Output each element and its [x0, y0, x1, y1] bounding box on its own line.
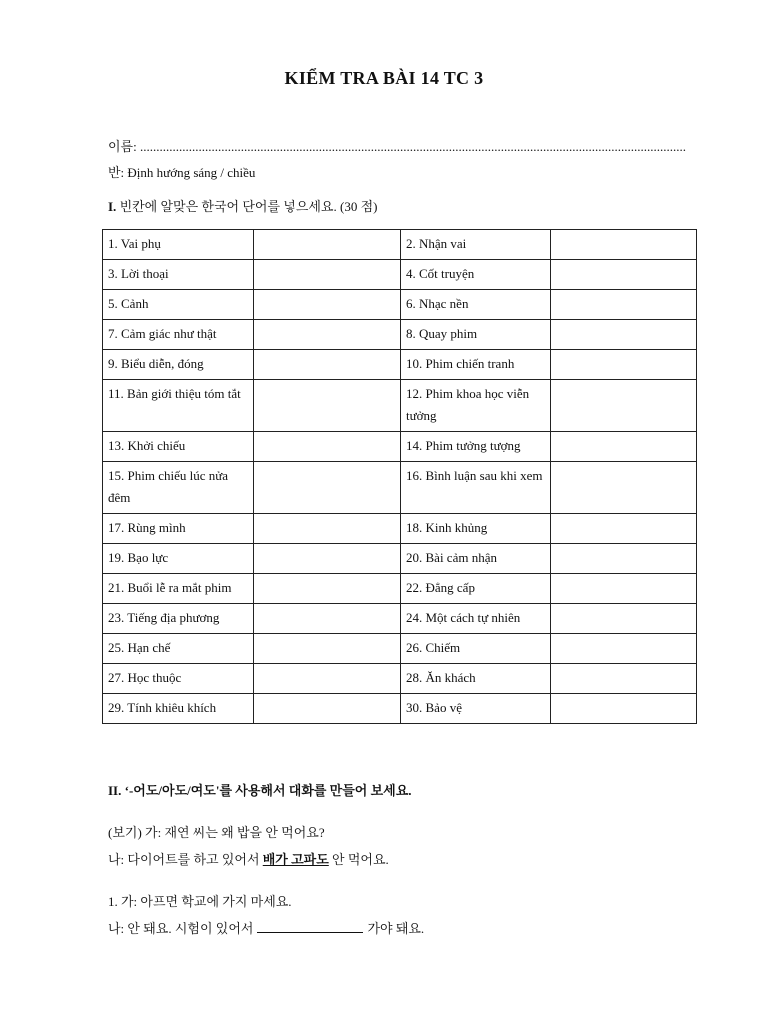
- table-row: [103, 462, 697, 514]
- answer-blank[interactable]: [257, 921, 363, 933]
- question1-suffix: 가야 돼요.: [367, 921, 425, 936]
- section2-instruction: ‘-어도/아도/여도'를 사용해서 대화를 만들어 보세요.: [124, 783, 412, 798]
- vocab-term: 23. Tiếng địa phương: [103, 604, 254, 634]
- table-row: [103, 230, 697, 260]
- answer-cell[interactable]: [254, 320, 401, 350]
- answer-cell[interactable]: [254, 514, 401, 544]
- table-row: [103, 514, 697, 544]
- vocab-table: [102, 229, 697, 724]
- name-dotted-line: ........................................................................................................................................................................: [139, 139, 686, 154]
- table-row: [103, 574, 697, 604]
- answer-cell[interactable]: [551, 604, 697, 634]
- vocab-term: 28. Ăn khách: [401, 664, 551, 694]
- answer-cell[interactable]: [551, 350, 697, 380]
- vocab-term: 19. Bạo lực: [103, 544, 254, 574]
- vocab-term: 21. Buổi lễ ra mắt phim: [103, 574, 254, 604]
- table-row: [103, 544, 697, 574]
- answer-cell[interactable]: [254, 694, 401, 724]
- vocab-term: 1. Vai phụ: [103, 230, 254, 260]
- question1-line-2: [108, 918, 424, 937]
- example-suffix: 안 먹어요.: [332, 852, 389, 867]
- answer-cell[interactable]: [254, 260, 401, 290]
- vocab-term: 7. Cảm giác như thật: [103, 320, 254, 350]
- question1-prefix: 나: 안 돼요. 시험이 있어서: [108, 921, 254, 936]
- answer-cell[interactable]: [551, 290, 697, 320]
- answer-cell[interactable]: [254, 380, 401, 432]
- answer-cell[interactable]: [254, 544, 401, 574]
- vocab-term: 3. Lời thoại: [103, 260, 254, 290]
- answer-cell[interactable]: [551, 462, 697, 514]
- page-title: KIỂM TRA BÀI 14 TC 3: [284, 68, 484, 88]
- vocab-term: 6. Nhạc nền: [401, 290, 551, 320]
- answer-cell[interactable]: [551, 574, 697, 604]
- answer-cell[interactable]: [551, 544, 697, 574]
- answer-cell[interactable]: [254, 462, 401, 514]
- table-row: [103, 432, 697, 462]
- class-label: 반:: [108, 165, 125, 180]
- table-row: [103, 320, 697, 350]
- answer-cell[interactable]: [551, 260, 697, 290]
- table-row: [103, 604, 697, 634]
- answer-cell[interactable]: [551, 514, 697, 544]
- example-answer: 배가 고파도: [262, 852, 329, 867]
- vocab-term: 18. Kinh khủng: [401, 514, 551, 544]
- vocab-term: 9. Biểu diễn, đóng: [103, 350, 254, 380]
- table-row: [103, 290, 697, 320]
- vocab-term: 12. Phim khoa học viễn tưởng: [401, 380, 551, 432]
- vocab-term: 2. Nhận vai: [401, 230, 551, 260]
- answer-cell[interactable]: [551, 320, 697, 350]
- vocab-term: 8. Quay phim: [401, 320, 551, 350]
- table-row: [103, 634, 697, 664]
- vocab-term: 26. Chiếm: [401, 634, 551, 664]
- example-prefix: 나: 다이어트를 하고 있어서: [108, 852, 260, 867]
- vocab-term: 14. Phim tưởng tượng: [401, 432, 551, 462]
- answer-cell[interactable]: [254, 664, 401, 694]
- table-row: [103, 260, 697, 290]
- vocab-term: 17. Rùng mình: [103, 514, 254, 544]
- vocab-term: 30. Bảo vệ: [401, 694, 551, 724]
- vocab-term: 11. Bản giới thiệu tóm tắt: [103, 380, 254, 432]
- vocab-term: 27. Học thuộc: [103, 664, 254, 694]
- vocab-term: 13. Khởi chiếu: [103, 432, 254, 462]
- vocab-term: 4. Cốt truyện: [401, 260, 551, 290]
- answer-cell[interactable]: [254, 574, 401, 604]
- answer-cell[interactable]: [254, 634, 401, 664]
- table-row: [103, 380, 697, 432]
- vocab-term: 29. Tính khiêu khích: [103, 694, 254, 724]
- table-row: [103, 664, 697, 694]
- answer-cell[interactable]: [551, 694, 697, 724]
- example-line-1: (보기) 가: 재연 씨는 왜 밥을 안 먹어요?: [108, 825, 325, 840]
- vocab-term: 24. Một cách tự nhiên: [401, 604, 551, 634]
- name-field: [108, 136, 720, 155]
- vocab-term: 5. Cảnh: [103, 290, 254, 320]
- section1-heading: [108, 196, 377, 215]
- table-row: [103, 694, 697, 724]
- answer-cell[interactable]: [254, 290, 401, 320]
- class-value: Định hướng sáng / chiều: [127, 165, 256, 180]
- answer-cell[interactable]: [254, 230, 401, 260]
- section2-heading: [108, 780, 412, 799]
- class-field: [108, 162, 255, 181]
- answer-cell[interactable]: [551, 432, 697, 462]
- answer-cell[interactable]: [551, 634, 697, 664]
- answer-cell[interactable]: [254, 432, 401, 462]
- answer-cell[interactable]: [551, 380, 697, 432]
- vocab-term: 22. Đẳng cấp: [401, 574, 551, 604]
- answer-cell[interactable]: [254, 350, 401, 380]
- answer-cell[interactable]: [551, 664, 697, 694]
- table-row: [103, 350, 697, 380]
- vocab-term: 25. Hạn chế: [103, 634, 254, 664]
- vocab-term: 20. Bài cảm nhận: [401, 544, 551, 574]
- vocab-term: 15. Phim chiếu lúc nửa đêm: [103, 462, 254, 514]
- vocab-term: 16. Bình luận sau khi xem: [401, 462, 551, 514]
- answer-cell[interactable]: [254, 604, 401, 634]
- section1-instruction: 빈칸에 알맞은 한국어 단어를 넣으세요. (30 점): [119, 199, 378, 214]
- answer-cell[interactable]: [551, 230, 697, 260]
- question1-line-1: 1. 가: 아프면 학교에 가지 마세요.: [108, 894, 292, 909]
- example-line-2: [108, 849, 389, 868]
- section2-numeral: II.: [108, 783, 122, 798]
- name-label: 이름:: [108, 139, 137, 154]
- vocab-term: 10. Phim chiến tranh: [401, 350, 551, 380]
- section1-numeral: I.: [108, 199, 117, 214]
